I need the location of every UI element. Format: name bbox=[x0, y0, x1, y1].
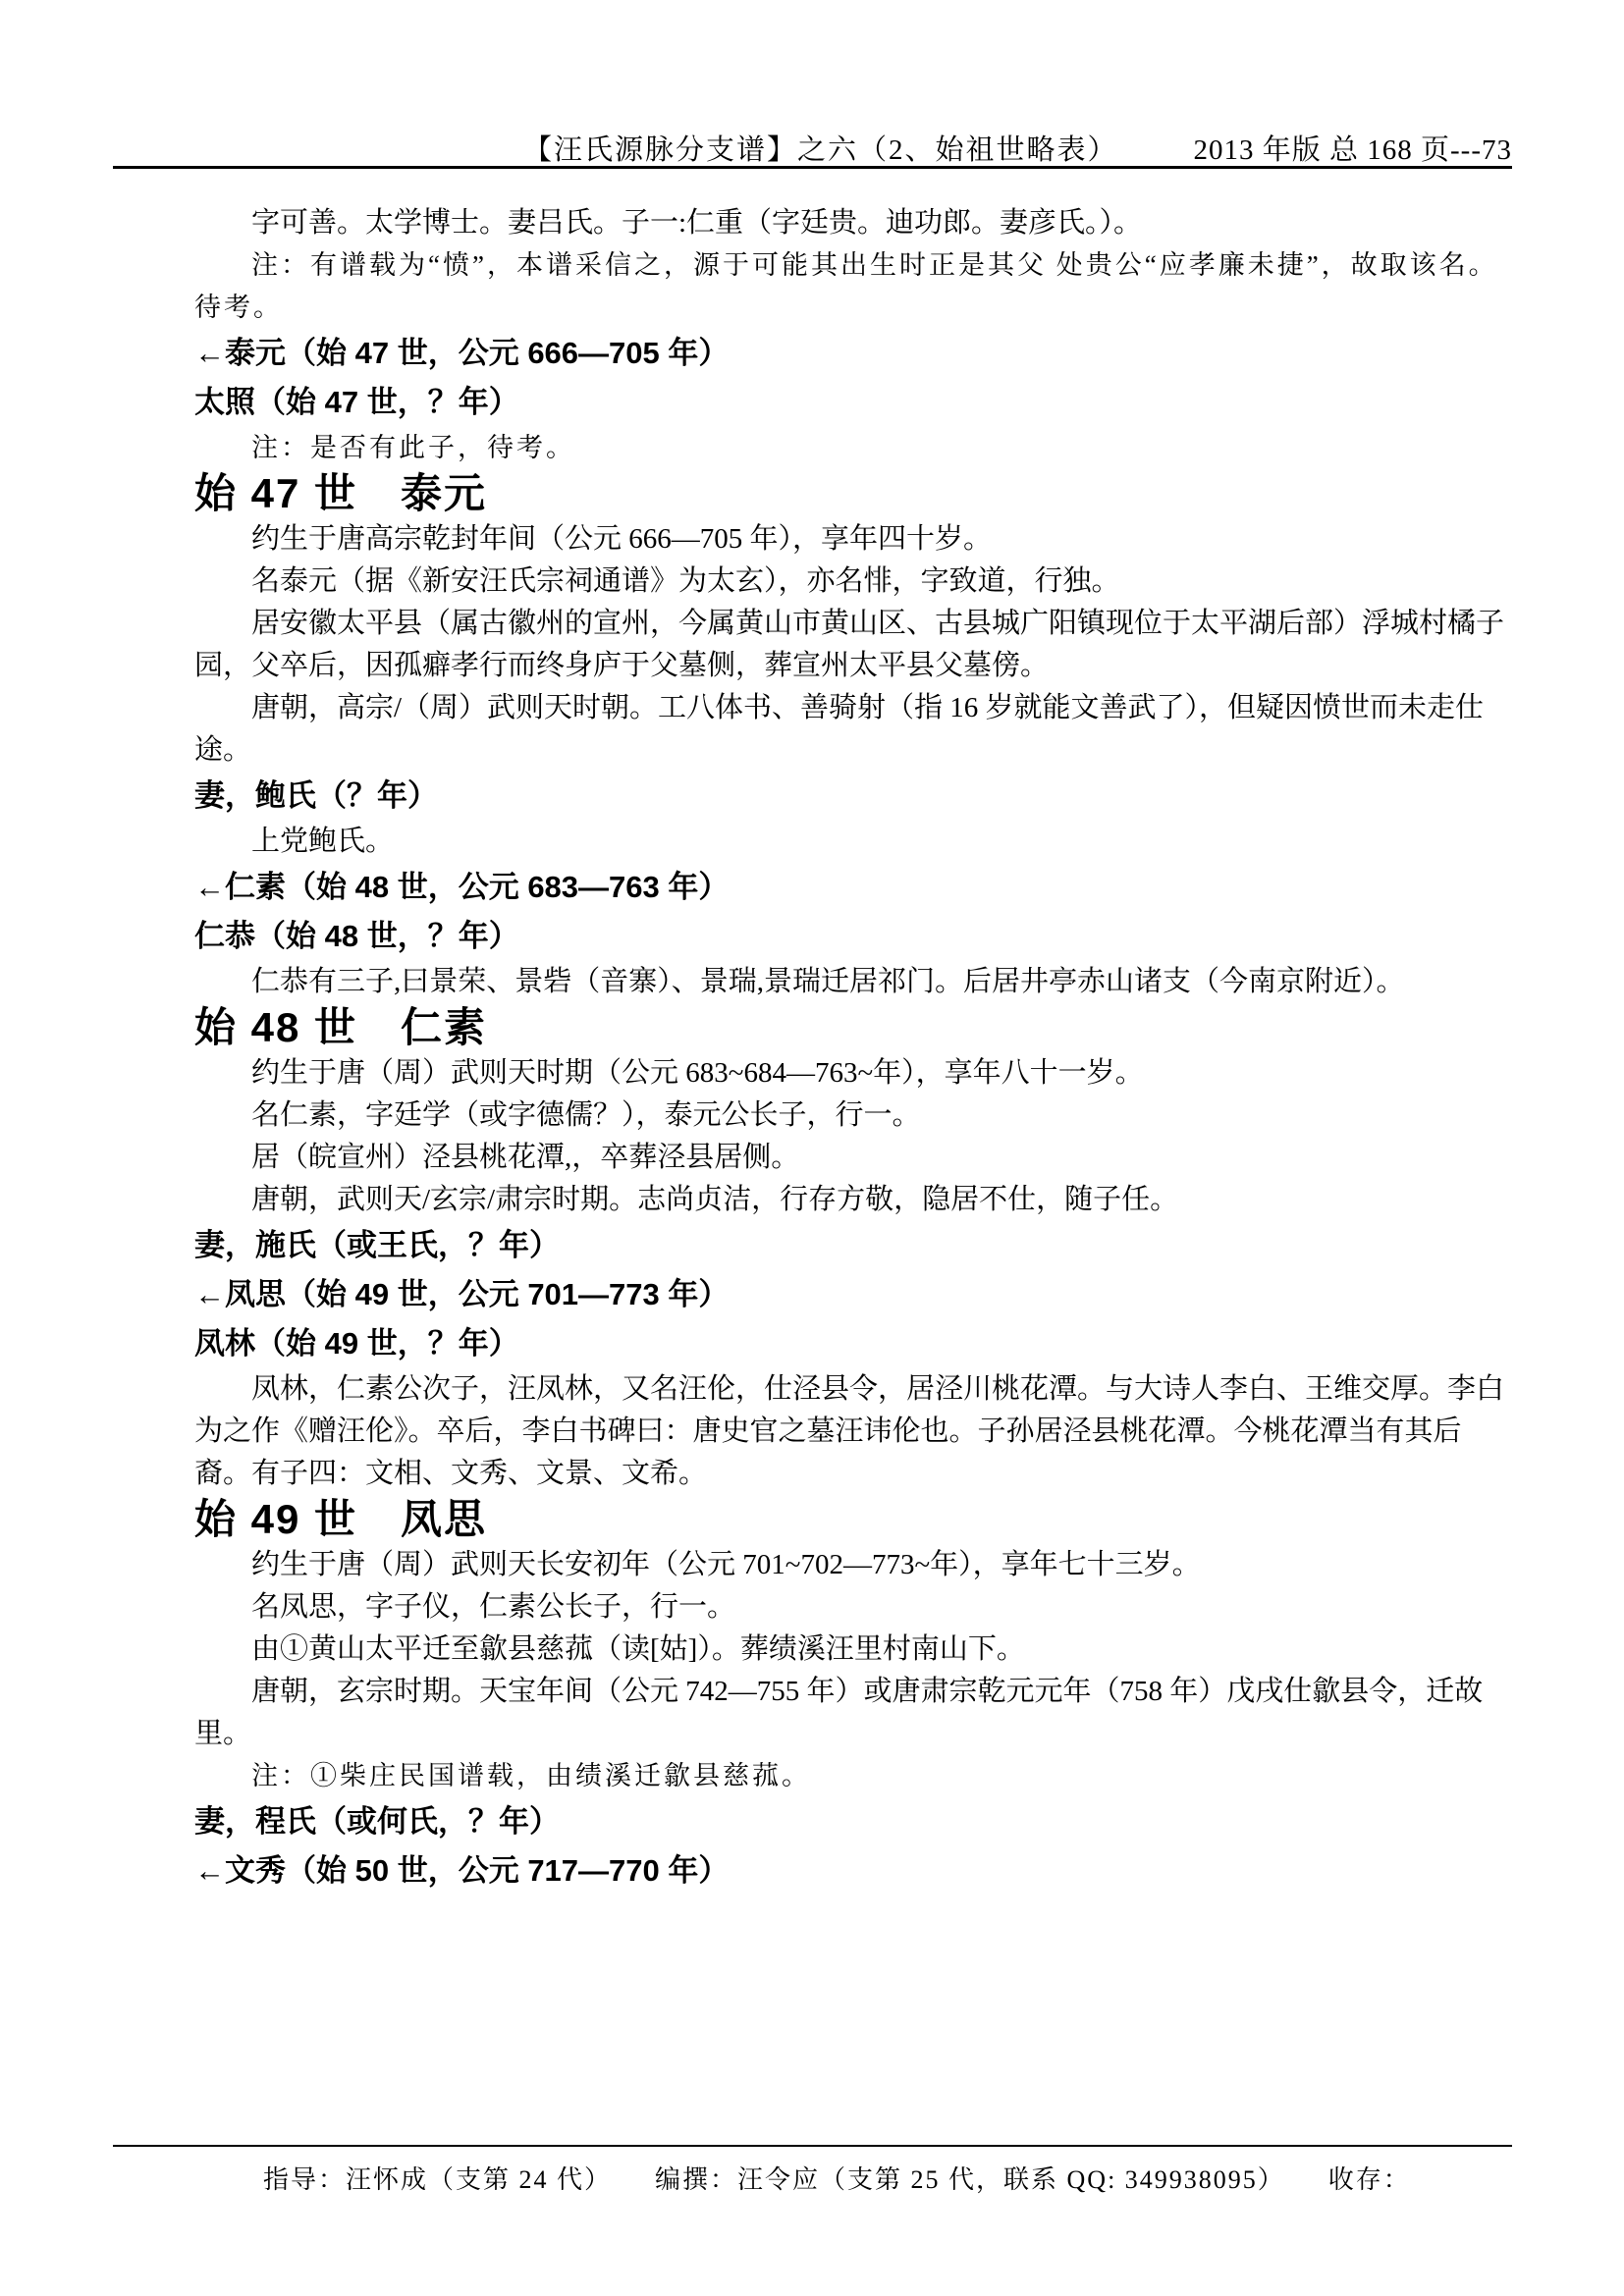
page-content bbox=[194, 202, 1508, 1896]
note-line: 注：①柴庄民国谱载，由绩溪迁歙县慈菰。 bbox=[251, 1761, 811, 1790]
paragraph: 居（皖宣州）泾县桃花潭,，卒葬泾县居侧。 bbox=[251, 1142, 800, 1173]
generation-heading: 始 48 世 仁素 bbox=[194, 1004, 488, 1050]
footer-rule bbox=[113, 2145, 1512, 2147]
paragraph: 唐朝，玄宗时期。天宝年间（公元 742—755 年）或唐肃宗乾元元年（758 年）戊戌仕歙县令，迁故里。 bbox=[194, 1676, 1484, 1749]
child-entry: ←文秀（始 50 世，公元 717—770 年） bbox=[194, 1853, 730, 1888]
header-rule bbox=[113, 166, 1512, 169]
note-line: 注：是否有此子，待考。 bbox=[251, 433, 575, 462]
spouse-heading: 妻，程氏（或何氏，？年） bbox=[194, 1804, 560, 1839]
spouse-heading: 妻，施氏（或王氏，？年） bbox=[194, 1228, 560, 1262]
paragraph: 名仁素，字廷学（或字德儒？），泰元公长子，行一。 bbox=[251, 1099, 921, 1131]
paragraph: 凤林，仁素公次子，汪凤林，又名汪伦，仕泾县令，居泾川桃花潭。与大诗人李白、王维交厚。李白为之作《赠汪伦》。卒后，李白书碑曰：唐史官之墓汪讳伦也。子孙居泾县桃花潭。今桃花潭当有其后裔。有子四：文相、文秀、文景、文希。 bbox=[194, 1373, 1505, 1489]
child-entry: ←泰元（始 47 世，公元 666—705 年） bbox=[194, 336, 730, 370]
page-header bbox=[523, 128, 1512, 168]
paragraph: 名凤思，字子仪，仁素公长子，行一。 bbox=[251, 1591, 736, 1623]
footer-supervisor: 指导：汪怀成（支第 24 代） bbox=[263, 2165, 613, 2194]
spouse-heading: 妻，鲍氏（？年） bbox=[194, 778, 438, 813]
paragraph: 字可善。太学博士。妻吕氏。子一:仁重（字廷贵。迪功郎。妻彦氏。）。 bbox=[251, 207, 1143, 239]
child-entry: ←仁素（始 48 世，公元 683—763 年） bbox=[194, 870, 730, 904]
edition-page-number: 2013 年版 总 168 页---73 bbox=[1193, 134, 1512, 166]
paragraph: 唐朝，高宗/（周）武则天时朝。工八体书、善骑射（指 16 岁就能文善武了），但疑因愤世而未走仕途。 bbox=[194, 692, 1485, 766]
generation-heading: 始 49 世 凤思 bbox=[194, 1496, 488, 1542]
note-line: 注：有谱载为“愤”，本谱采信之，源于可能其出生时正是其父 处贵公“应孝廉未捷”，故取该名。待考。 bbox=[194, 250, 1498, 322]
footer-archive: 收存： bbox=[1327, 2165, 1411, 2194]
child-entry: 仁恭（始 48 世，？年） bbox=[194, 919, 519, 953]
document-title: 【汪氏源脉分支谱】之六（2、始祖世略表） bbox=[523, 134, 1118, 166]
child-entry: 太照（始 47 世，？年） bbox=[194, 385, 519, 419]
footer-editor: 编撰：汪令应（支第 25 代，联系 QQ: 349938095） bbox=[655, 2165, 1285, 2194]
paragraph: 仁恭有三子,曰景荣、景砦（音寨）、景瑞,景瑞迁居祁门。后居井亭赤山诸支（今南京附近）。 bbox=[251, 966, 1405, 997]
paragraph: 约生于唐高宗乾封年间（公元 666—705 年），享年四十岁。 bbox=[251, 523, 993, 555]
paragraph: 上党鲍氏。 bbox=[251, 826, 395, 857]
paragraph: 由①黄山太平迁至歙县慈菰（读[姑]）。葬绩溪汪里村南山下。 bbox=[251, 1633, 1025, 1665]
page-footer bbox=[263, 2160, 1512, 2196]
paragraph: 名泰元（据《新安汪氏宗祠通谱》为太玄），亦名悱，字致道，行独。 bbox=[251, 565, 1120, 597]
paragraph: 约生于唐（周）武则天长安初年（公元 701~702—773~年），享年七十三岁。 bbox=[251, 1549, 1201, 1580]
child-entry: ←凤思（始 49 世，公元 701—773 年） bbox=[194, 1277, 730, 1311]
child-entry: 凤林（始 49 世，？年） bbox=[194, 1326, 519, 1361]
paragraph: 唐朝，武则天/玄宗/肃宗时期。志尚贞洁，行存方敬，隐居不仕，随子任。 bbox=[251, 1184, 1179, 1215]
paragraph: 约生于唐（周）武则天时期（公元 683~684—763~年），享年八十一岁。 bbox=[251, 1057, 1144, 1089]
generation-heading: 始 47 世 泰元 bbox=[194, 470, 488, 516]
paragraph: 居安徽太平县（属古徽州的宣州，今属黄山市黄山区、古县城广阳镇现位于太平湖后部）浮城村橘子园，父卒后，因孤癖孝行而终身庐于父墓侧，葬宣州太平县父墓傍。 bbox=[194, 608, 1505, 681]
